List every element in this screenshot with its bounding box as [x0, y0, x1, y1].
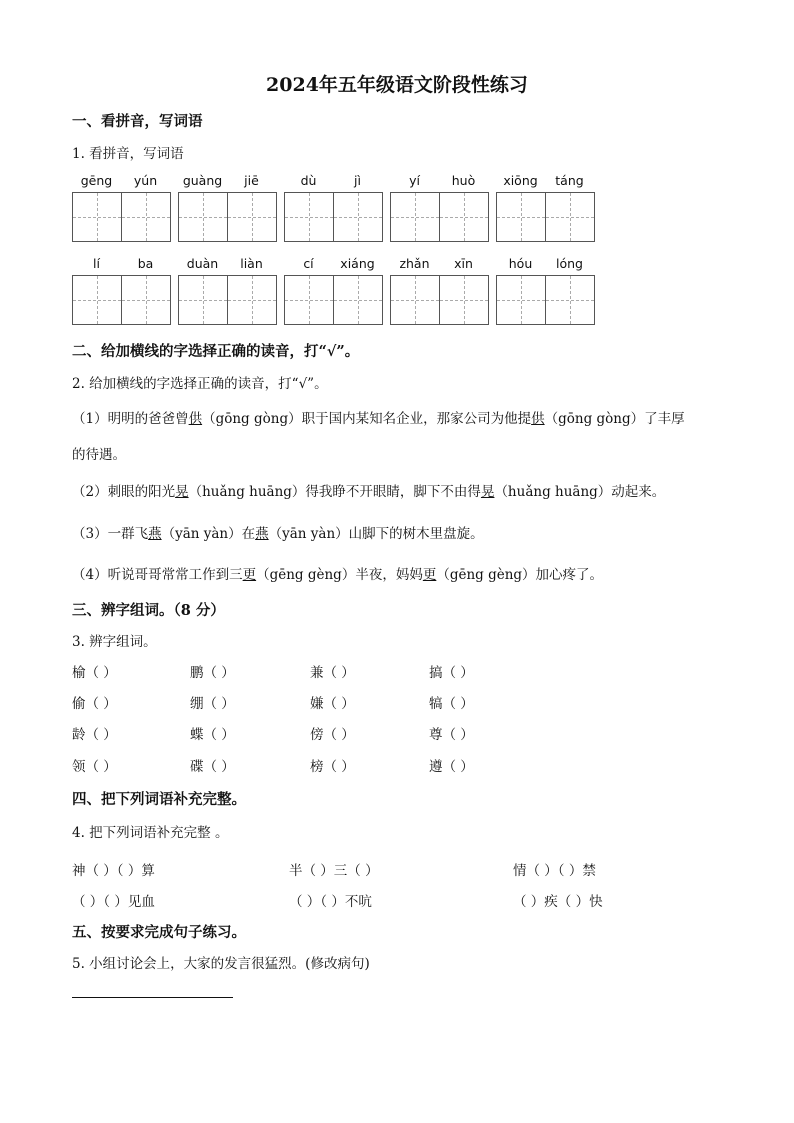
- writing-box-pair[interactable]: [72, 192, 171, 242]
- pinyin-label: lóng: [556, 256, 583, 271]
- writing-box-pair[interactable]: [496, 275, 595, 325]
- writing-box-pair[interactable]: [72, 275, 171, 325]
- tianzige-cell[interactable]: [73, 276, 121, 324]
- pinyin-label: xiōng: [503, 173, 538, 188]
- idiom-item[interactable]: （ ）疾（ ）快: [513, 894, 603, 910]
- pinyin-label: jiē: [244, 173, 259, 188]
- word-group-item[interactable]: 偷（ ）: [72, 696, 117, 712]
- writing-box-pair[interactable]: [284, 275, 383, 325]
- pinyin-label: lí: [93, 256, 100, 271]
- question-5: 5. 小组讨论会上，大家的发言很猛烈。(修改病句): [72, 956, 370, 972]
- word-group-item[interactable]: 傍（ ）: [310, 727, 355, 743]
- pinyin-label: huò: [451, 173, 476, 188]
- section-4-heading: 四、把下列词语补充完整。: [72, 791, 246, 808]
- idiom-item[interactable]: （ ）（ ）不吭: [289, 894, 372, 910]
- tianzige-cell[interactable]: [179, 276, 227, 324]
- section-2-heading: 二、给加横线的字选择正确的读音，打“√”。: [72, 343, 360, 360]
- idiom-item[interactable]: （ ）（ ）见血: [72, 894, 155, 910]
- word-group-item[interactable]: 遵（ ）: [429, 759, 474, 775]
- writing-box-pair[interactable]: [390, 275, 489, 325]
- page-title: 2024年五年级语文阶段性练习: [266, 74, 528, 96]
- sentence-1: （1）明明的爸爸曾供（gōng gòng）职于国内某知名企业，那家公司为他提供（gōng gòng）了丰厚: [72, 411, 685, 427]
- writing-box-pair[interactable]: [496, 192, 595, 242]
- tianzige-cell[interactable]: [227, 276, 276, 324]
- pinyin-label: cí: [303, 256, 314, 271]
- pinyin-label: táng: [555, 173, 584, 188]
- pinyin-label: hóu: [508, 256, 533, 271]
- tianzige-cell[interactable]: [285, 276, 333, 324]
- writing-grid-row-1: [72, 192, 602, 242]
- pinyin-label: yún: [133, 173, 158, 188]
- pinyin-label: guàng: [182, 173, 223, 188]
- writing-box-pair[interactable]: [178, 192, 277, 242]
- tianzige-cell[interactable]: [285, 193, 333, 241]
- word-group-item[interactable]: 搞（ ）: [429, 665, 474, 681]
- pinyin-label: liàn: [240, 256, 263, 271]
- pinyin-label: yí: [409, 173, 420, 188]
- tianzige-cell[interactable]: [497, 193, 545, 241]
- tianzige-cell[interactable]: [439, 276, 488, 324]
- section-3-heading: 三、辨字组词。（8 分）: [72, 602, 225, 619]
- sentence-1-continued: 的待遇。: [72, 447, 126, 463]
- writing-box-pair[interactable]: [284, 192, 383, 242]
- idiom-item[interactable]: 神（ ）（ ）算: [72, 863, 155, 879]
- writing-box-pair[interactable]: [390, 192, 489, 242]
- pinyin-label: jì: [354, 173, 361, 188]
- word-group-item[interactable]: 榜（ ）: [310, 759, 355, 775]
- pinyin-label: duàn: [186, 256, 219, 271]
- pinyin-label: gēng: [80, 173, 113, 188]
- section-5-heading: 五、按要求完成句子练习。: [72, 924, 246, 941]
- word-group-item[interactable]: 兼（ ）: [310, 665, 355, 681]
- sentence-4: （4）听说哥哥常常工作到三更（gēng gèng）半夜，妈妈更（gēng gèng）加心疼了。: [72, 567, 604, 583]
- word-group-item[interactable]: 龄（ ）: [72, 727, 117, 743]
- pinyin-label: xiáng: [340, 256, 375, 271]
- question-1: 1. 看拼音，写词语: [72, 146, 184, 162]
- tianzige-cell[interactable]: [391, 193, 439, 241]
- sentence-2: （2）刺眼的阳光晃（huǎng huāng）得我睁不开眼睛，脚下不由得晃（huǎng huāng）动起来。: [72, 484, 666, 500]
- tianzige-cell[interactable]: [73, 193, 121, 241]
- sentence-3: （3）一群飞燕（yān yàn）在燕（yān yàn）山脚下的树木里盘旋。: [72, 526, 484, 542]
- tianzige-cell[interactable]: [391, 276, 439, 324]
- word-group-item[interactable]: 嫌（ ）: [310, 696, 355, 712]
- pinyin-label: ba: [137, 256, 154, 271]
- answer-line[interactable]: [72, 997, 233, 998]
- writing-grid-row-2: [72, 275, 602, 325]
- pinyin-label: dù: [300, 173, 317, 188]
- tianzige-cell[interactable]: [121, 276, 170, 324]
- section-1-heading: 一、看拼音，写词语: [72, 113, 203, 130]
- writing-box-pair[interactable]: [178, 275, 277, 325]
- idiom-item[interactable]: 情（ ）（ ）禁: [513, 863, 596, 879]
- question-3: 3. 辨字组词。: [72, 634, 157, 650]
- tianzige-cell[interactable]: [333, 193, 382, 241]
- question-2: 2. 给加横线的字选择正确的读音，打“√”。: [72, 376, 328, 392]
- tianzige-cell[interactable]: [545, 193, 594, 241]
- tianzige-cell[interactable]: [439, 193, 488, 241]
- idiom-item[interactable]: 半（ ）三（ ）: [289, 863, 379, 879]
- word-group-item[interactable]: 榆（ ）: [72, 665, 117, 681]
- question-4: 4. 把下列词语补充完整 。: [72, 825, 229, 841]
- word-group-item[interactable]: 尊（ ）: [429, 727, 474, 743]
- word-group-item[interactable]: 犒（ ）: [429, 696, 474, 712]
- pinyin-label: xīn: [454, 256, 473, 271]
- tianzige-cell[interactable]: [497, 276, 545, 324]
- word-group-item[interactable]: 鹏（ ）: [190, 665, 235, 681]
- word-group-item[interactable]: 蝶（ ）: [190, 727, 235, 743]
- tianzige-cell[interactable]: [227, 193, 276, 241]
- word-group-item[interactable]: 碟（ ）: [190, 759, 235, 775]
- tianzige-cell[interactable]: [179, 193, 227, 241]
- word-group-item[interactable]: 绷（ ）: [190, 696, 235, 712]
- tianzige-cell[interactable]: [545, 276, 594, 324]
- word-group-item[interactable]: 领（ ）: [72, 759, 117, 775]
- tianzige-cell[interactable]: [333, 276, 382, 324]
- pinyin-label: zhǎn: [399, 256, 430, 271]
- tianzige-cell[interactable]: [121, 193, 170, 241]
